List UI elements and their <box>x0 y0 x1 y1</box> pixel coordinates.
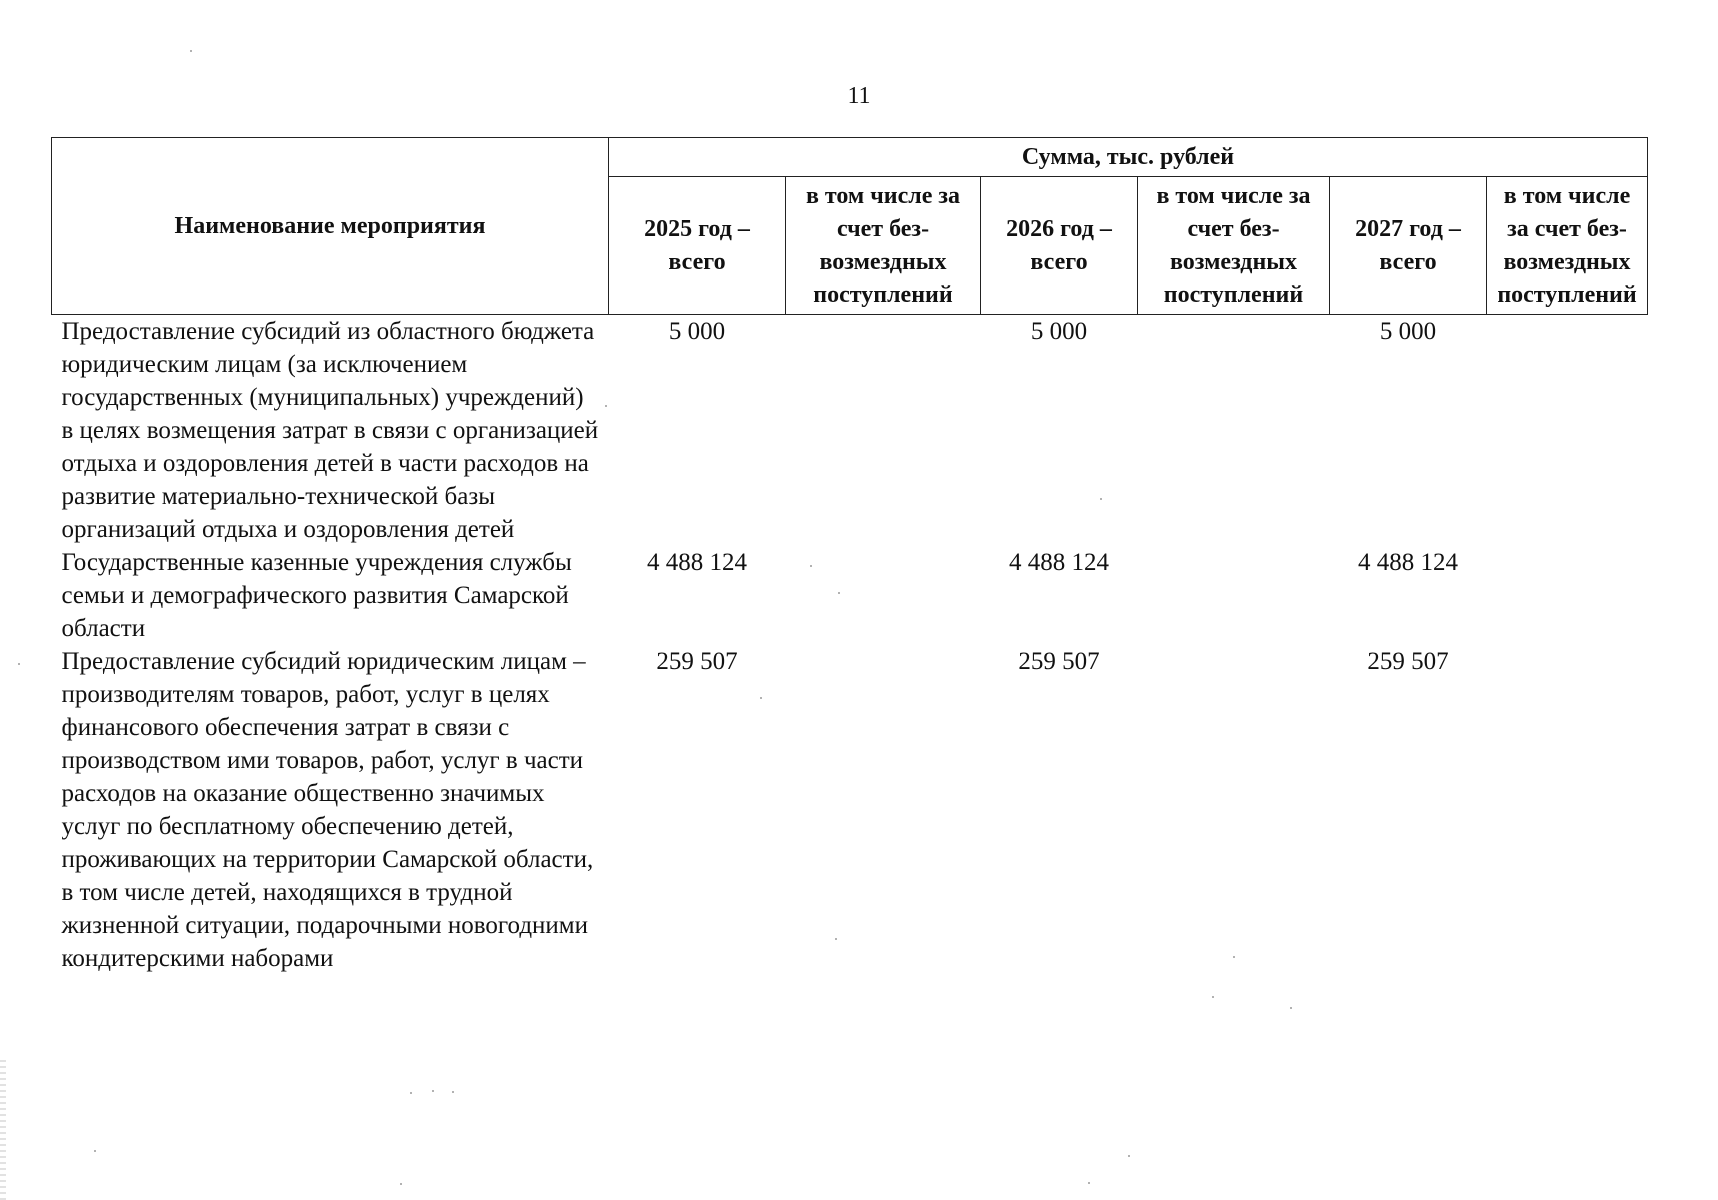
value-2025-gratuitous <box>786 546 981 645</box>
value-2026-total: 259 507 <box>1018 648 1100 675</box>
value-2027-gratuitous <box>1487 546 1648 645</box>
scan-speck <box>18 663 20 665</box>
value-2026-gratuitous <box>1138 315 1330 547</box>
header-sum-group: Сумма, тыс. рублей <box>609 138 1648 177</box>
value-2025-total: 5 000 <box>668 318 726 345</box>
scan-speck <box>190 50 192 52</box>
budget-table <box>51 137 1648 975</box>
scan-speck <box>605 405 607 407</box>
row-name: Предоставление субсидий юридическим лицам – производителям товаров, работ, услуг в целях финансового обеспечения затрат в связи с производством ими товаров, работ, услуг в части расходов на оказание общественно значимых услуг по бесплатному обеспечению детей, проживающих на территории Самарской области, в том числе детей, находящихся в трудной жизненной ситуации, подарочными новогодними кондитерскими наборами <box>61 648 594 972</box>
value-2027-total: 5 000 <box>1379 318 1437 345</box>
scan-speck <box>1088 1182 1090 1184</box>
value-2026-gratuitous <box>1138 645 1330 975</box>
value-2025-gratuitous <box>786 645 981 975</box>
value-2027-total: 259 507 <box>1367 648 1449 675</box>
header-name-column: Наименование мероприятия <box>52 138 609 315</box>
header-2027-total: 2027 год – всего <box>1330 177 1487 315</box>
scan-speck <box>452 1091 454 1093</box>
header-2026-gratuitous: в том числе за счет без- возмездных поступлений <box>1138 177 1330 315</box>
header-2025-gratuitous: в том числе за счет без- возмездных поступлений <box>786 177 981 315</box>
scan-speck <box>410 1092 412 1094</box>
table-row <box>52 546 1648 645</box>
scan-speck <box>1233 956 1235 958</box>
value-2026-gratuitous <box>1138 546 1330 645</box>
scan-speck <box>1212 996 1214 998</box>
value-2026-total: 5 000 <box>1030 318 1088 345</box>
scan-speck <box>1100 498 1102 500</box>
value-2027-gratuitous <box>1487 315 1648 547</box>
scan-speck <box>835 938 837 940</box>
scan-speck <box>838 592 840 594</box>
scan-speck <box>760 697 762 699</box>
scan-speck <box>1128 1155 1130 1157</box>
value-2027-total: 4 488 124 <box>1358 549 1458 576</box>
table-row <box>52 645 1648 975</box>
scan-speck <box>432 1090 434 1092</box>
row-name: Государственные казенные учреждения службы семьи и демографического развития Самарской области <box>61 549 572 642</box>
page-number: 11 <box>847 83 871 109</box>
header-2027-gratuitous: в том числе за счет без- возмездных поступлений <box>1487 177 1648 315</box>
value-2025-total: 259 507 <box>656 648 738 675</box>
scan-speck <box>400 1183 402 1185</box>
scan-speck <box>810 565 812 567</box>
value-2025-total: 4 488 124 <box>647 549 747 576</box>
row-name: Предоставление субсидий из областного бюджета юридическим лицам (за исключением государственных (муниципальных) учреждений) в целях возмещения затрат в связи с организацией отдыха и оздоровления детей в части расходов на развитие материально-технической базы организаций отдыха и оздоровления детей <box>61 318 599 543</box>
value-2025-gratuitous <box>786 315 981 547</box>
header-2025-total: 2025 год – всего <box>609 177 786 315</box>
value-2026-total: 4 488 124 <box>1009 549 1109 576</box>
value-2027-gratuitous <box>1487 645 1648 975</box>
header-2026-total: 2026 год – всего <box>981 177 1138 315</box>
scan-edge-artifact <box>0 1060 6 1200</box>
scan-speck <box>1290 1007 1292 1009</box>
table-row <box>52 315 1648 547</box>
scan-speck <box>94 1150 96 1152</box>
